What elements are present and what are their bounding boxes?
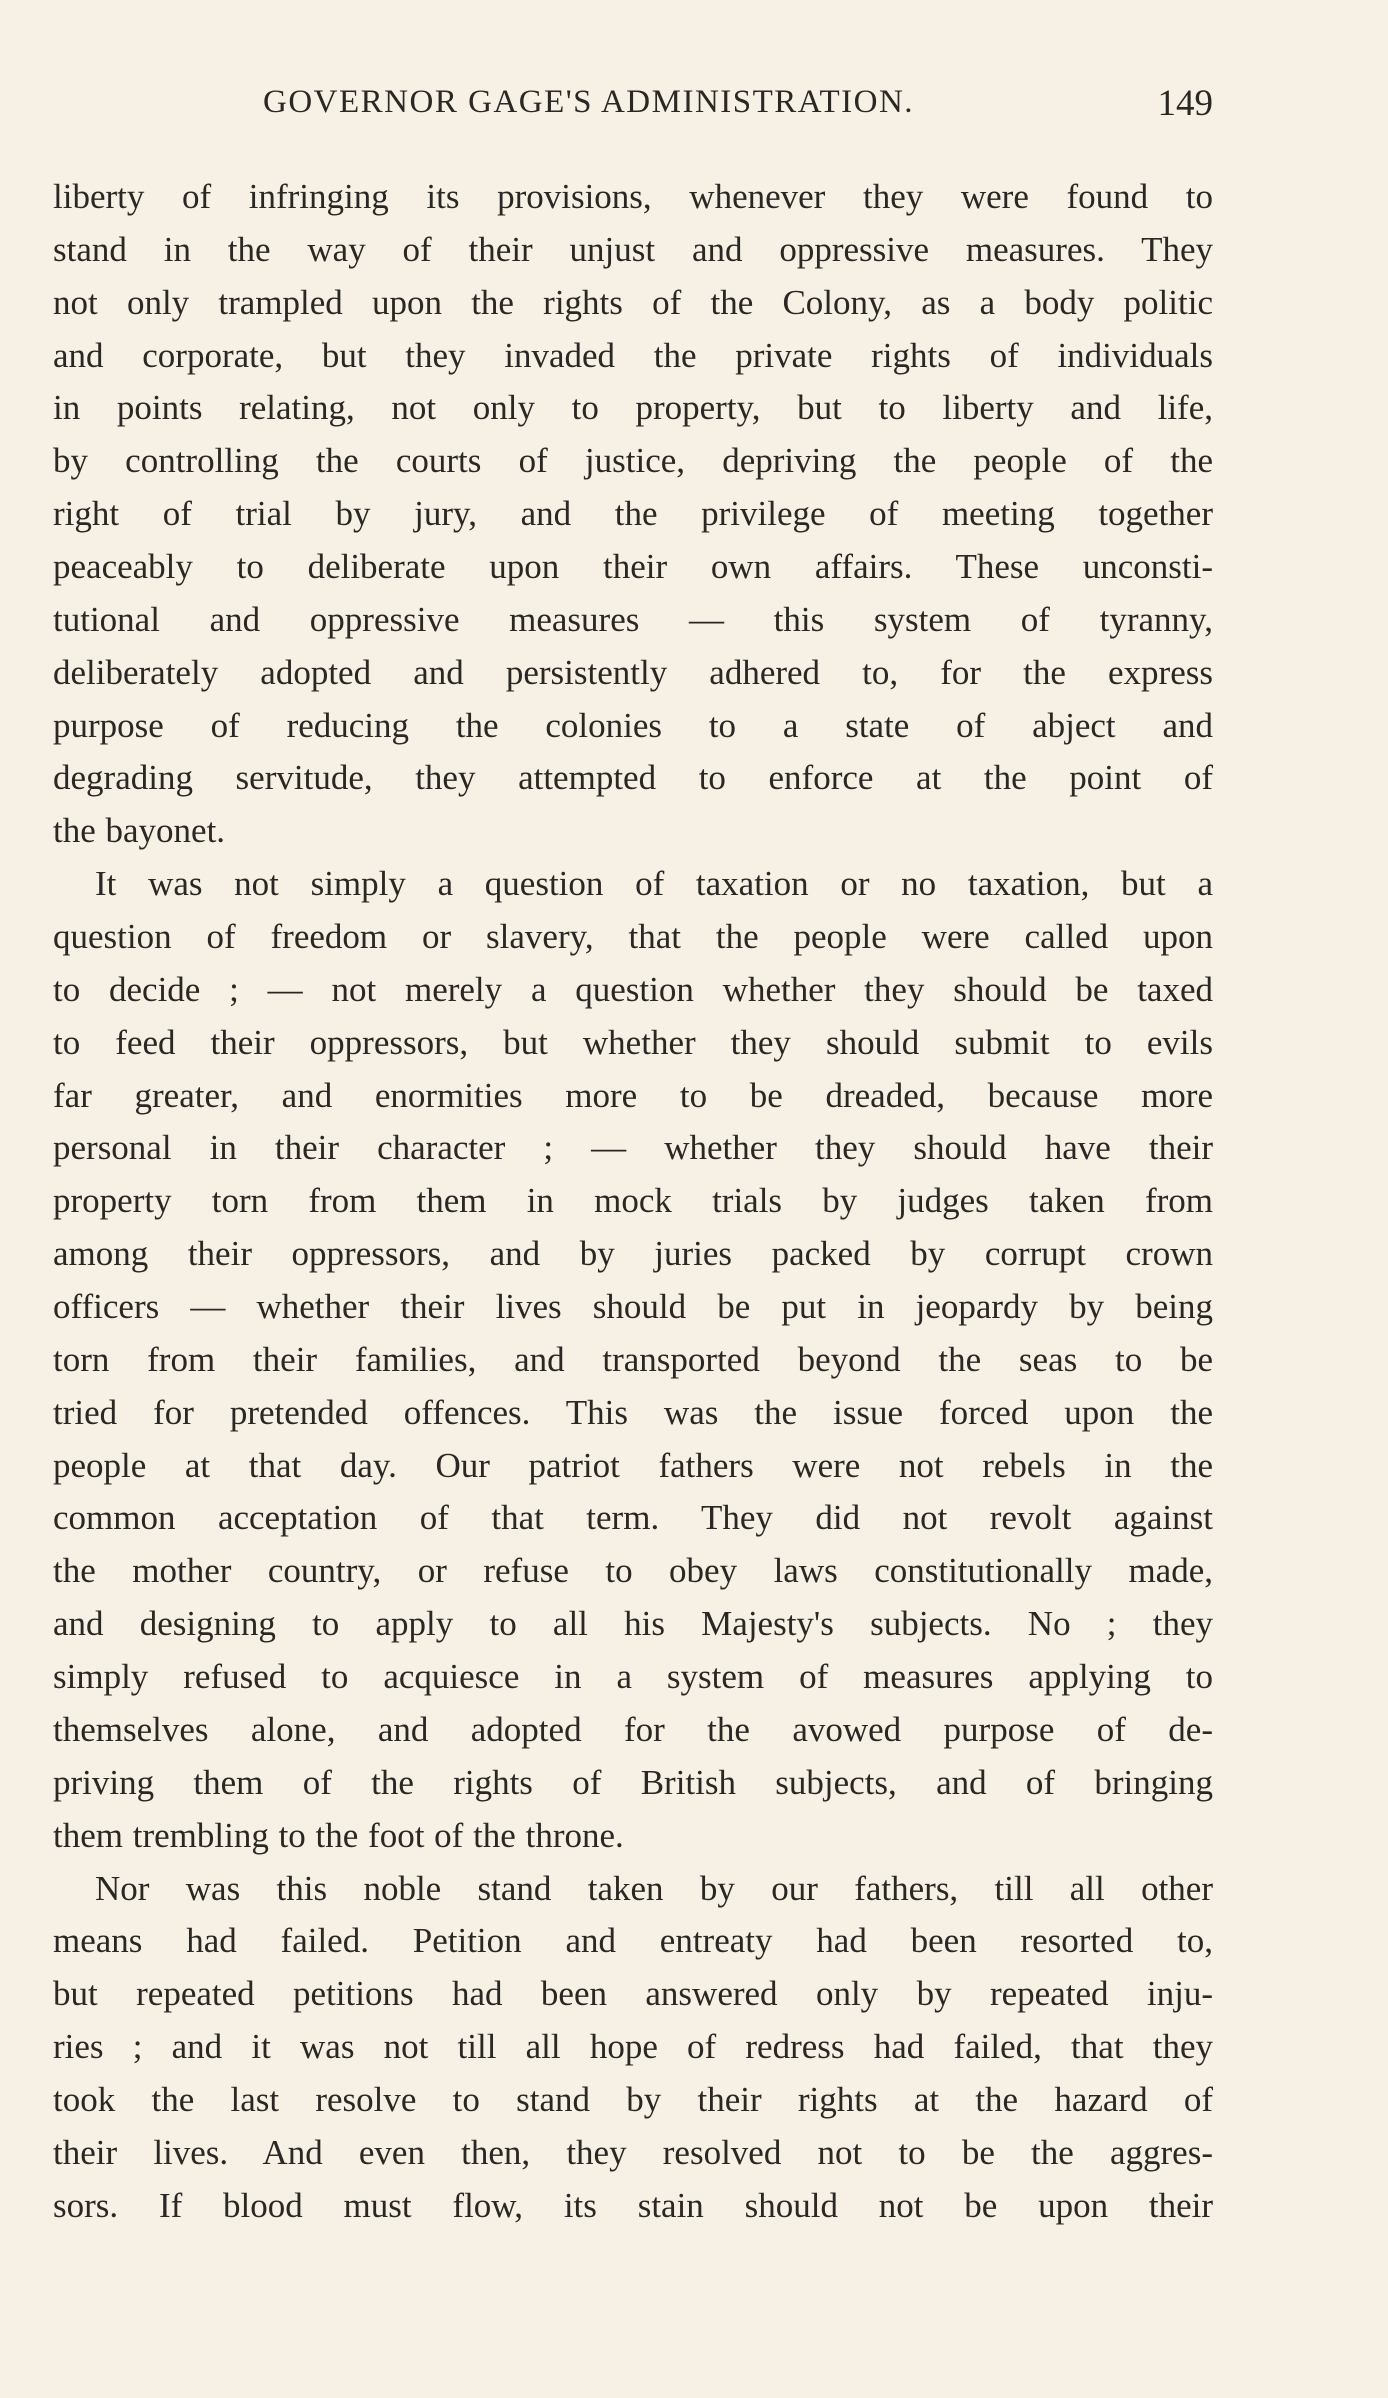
text-line: question of freedom or slavery, that the people were called upon [53, 917, 1213, 957]
paragraph [53, 171, 1213, 858]
text-line: themselves alone, and adopted for the avowed purpose of de- [53, 1709, 1213, 1749]
text-line: far greater, and enormities more to be dreaded, because more [53, 1075, 1213, 1115]
text-line: people at that day. Our patriot fathers were not rebels in the [53, 1445, 1213, 1485]
text-line: means had failed. Petition and entreaty had been resorted to, [53, 1921, 1213, 1961]
text-line: Nor was this noble stand taken by our fathers, till all other [95, 1868, 1213, 1908]
text-line: tried for pretended offences. This was the issue forced upon the [53, 1392, 1213, 1432]
paragraph [53, 1863, 1213, 2233]
running-title: GOVERNOR GAGE'S ADMINISTRATION. [263, 84, 915, 120]
text-line: the mother country, or refuse to obey laws constitutionally made, [53, 1551, 1213, 1591]
text-line: took the last resolve to stand by their rights at the hazard of [53, 2079, 1213, 2119]
text-line: purpose of reducing the colonies to a state of abject and [53, 705, 1213, 745]
text-line: among their oppressors, and by juries packed by corrupt crown [53, 1234, 1213, 1274]
text-line: sors. If blood must flow, its stain should not be upon their [53, 2185, 1213, 2225]
text-line: them trembling to the foot of the throne. [53, 1815, 624, 1855]
text-line: and designing to apply to all his Majesty's subjects. No ; they [53, 1604, 1213, 1644]
text-line: their lives. And even then, they resolved not to be the aggres- [53, 2132, 1213, 2172]
text-line: the bayonet. [53, 811, 226, 851]
text-line: property torn from them in mock trials by judges taken from [53, 1181, 1213, 1221]
text-line: officers — whether their lives should be put in jeopardy by being [53, 1287, 1213, 1327]
text-line: peaceably to deliberate upon their own affairs. These unconsti- [53, 547, 1213, 587]
paragraph [53, 858, 1213, 1862]
text-line: priving them of the rights of British subjects, and of bringing [53, 1762, 1213, 1802]
text-line: personal in their character ; — whether they should have their [53, 1128, 1213, 1168]
text-line: in points relating, not only to property, but to liberty and life, [53, 388, 1213, 428]
text-line: to feed their oppressors, but whether they should submit to evils [53, 1022, 1213, 1062]
text-line: degrading servitude, they attempted to enforce at the point of [53, 758, 1213, 798]
text-line: to decide ; — not merely a question whether they should be taxed [53, 969, 1213, 1009]
body-text [53, 171, 1213, 2233]
page-number: 149 [1157, 83, 1213, 124]
text-line: liberty of infringing its provisions, whenever they were found to [53, 177, 1213, 216]
text-line: simply refused to acquiesce in a system of measures applying to [53, 1657, 1213, 1697]
text-line: but repeated petitions had been answered only by repeated inju- [53, 1974, 1213, 2014]
text-line: common acceptation of that term. They did not revolt against [53, 1498, 1213, 1538]
text-line: and corporate, but they invaded the private rights of individuals [53, 335, 1213, 375]
text-line: ries ; and it was not till all hope of redress had failed, that they [53, 2027, 1213, 2067]
text-line: by controlling the courts of justice, depriving the people of the [53, 441, 1213, 481]
text-line: right of trial by jury, and the privilege of meeting together [53, 494, 1213, 534]
text-line: torn from their families, and transported beyond the seas to be [53, 1339, 1213, 1379]
text-line: not only trampled upon the rights of the Colony, as a body politic [53, 282, 1213, 322]
running-head [53, 84, 1213, 134]
text-line: tutional and oppressive measures — this system of tyranny, [53, 599, 1213, 639]
text-line: deliberately adopted and persistently adhered to, for the express [53, 652, 1213, 692]
text-line: stand in the way of their unjust and oppressive measures. They [53, 229, 1213, 269]
text-line: It was not simply a question of taxation or no taxation, but a [95, 864, 1213, 904]
